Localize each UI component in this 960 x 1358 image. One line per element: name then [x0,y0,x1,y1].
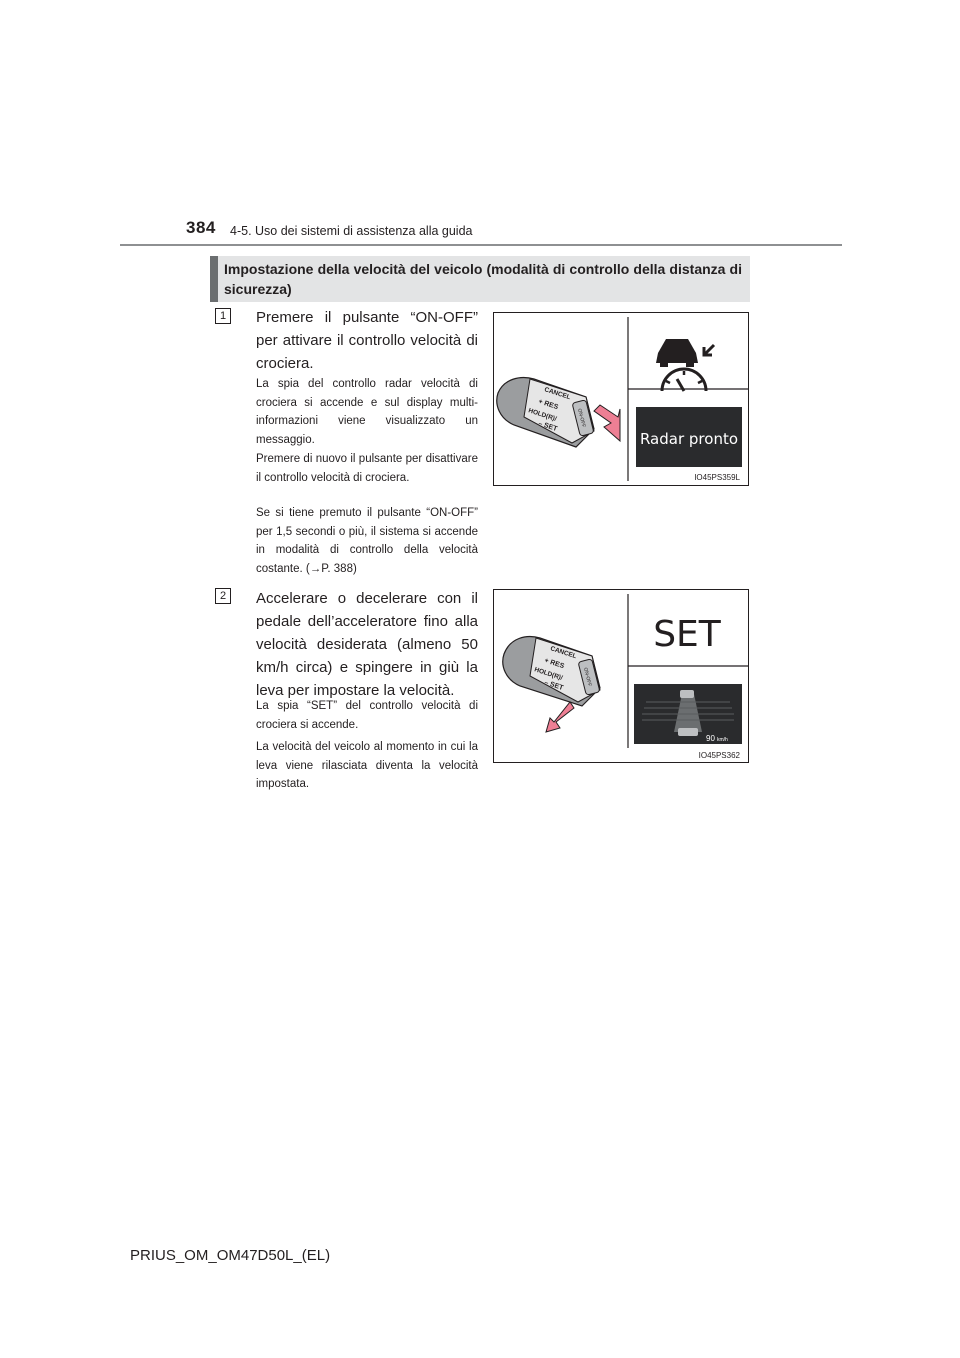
step-detail: Premere di nuovo il pulsante per disattivare il controllo velocità di crociera. [256,453,478,484]
lever-illustration [494,313,748,485]
step-detail: La spia del controllo radar velocità di crociera si accende e sul display multi-informazioni viene visualizzato un messaggio. [256,378,478,446]
svg-text:HOLD(R)/: HOLD(R)/ [533,666,564,682]
step-number-badge: 1 [215,308,231,324]
push-arrow-icon [594,405,620,441]
document-code-footer: PRIUS_OM_OM47D50L_(EL) [130,1247,331,1264]
display-message: Radar pronto [639,430,739,448]
speed-unit: km/h [717,737,728,743]
set-indicator: SET [653,614,721,655]
step-detail: La spia “SET” del controllo velocità di crociera si accende. [256,700,478,731]
header-divider [120,244,842,246]
figure-lever-on-off [493,312,749,486]
subheading-accent-bar [210,256,218,302]
svg-text:CANCEL: CANCEL [543,386,572,402]
cruise-control-lever [503,637,600,706]
step-instruction: Accelerare o decelerare con il pedale dell’acceleratore fino alla velocità desiderata (almeno 50 km/h circa) e spingere in giù la leva per impostare la velocità. [256,590,478,699]
figure-id: IO45PS359L [694,473,740,482]
step-detail: Se si tiene premuto il pulsante “ON-OFF” per 1,5 secondi o più, il sistema si accende in modalità di controllo della velocità costante. (→P. 388) [256,507,478,575]
section-title: 4-5. Uso dei sistemi di assistenza alla guida [230,224,473,238]
svg-text:+ RES: + RES [537,398,559,412]
page-number: 384 [186,218,216,237]
step-detail: La velocità del veicolo al momento in cui la leva viene rilasciata diventa la velocità impostata. [256,741,478,790]
figure-id: IO45PS362 [698,751,740,760]
figure-lever-set [493,589,749,763]
svg-text:– SET: – SET [537,420,559,433]
svg-text:ON-OFF: ON-OFF [576,408,587,429]
step-instruction: Premere il pulsante “ON-OFF” per attivare il controllo velocità di crociera. [256,309,478,372]
svg-text:ON-OFF: ON-OFF [582,667,593,688]
set-speed-value: 90 [706,734,715,743]
svg-text:CANCEL: CANCEL [549,645,578,661]
push-down-arrow-icon [546,702,574,732]
svg-text:HOLD(R)/: HOLD(R)/ [527,407,558,423]
subheading-box [210,256,750,302]
lever-illustration [494,590,748,762]
cruise-control-lever [497,378,594,447]
subheading-title: Impostazione della velocità del veicolo (modalità di controllo della distanza di sicurezza) [224,261,742,297]
svg-text:+ RES: + RES [543,657,565,671]
svg-text:– SET: – SET [543,679,565,692]
step-number-badge: 2 [215,588,231,604]
radar-cruise-icon [656,339,714,391]
